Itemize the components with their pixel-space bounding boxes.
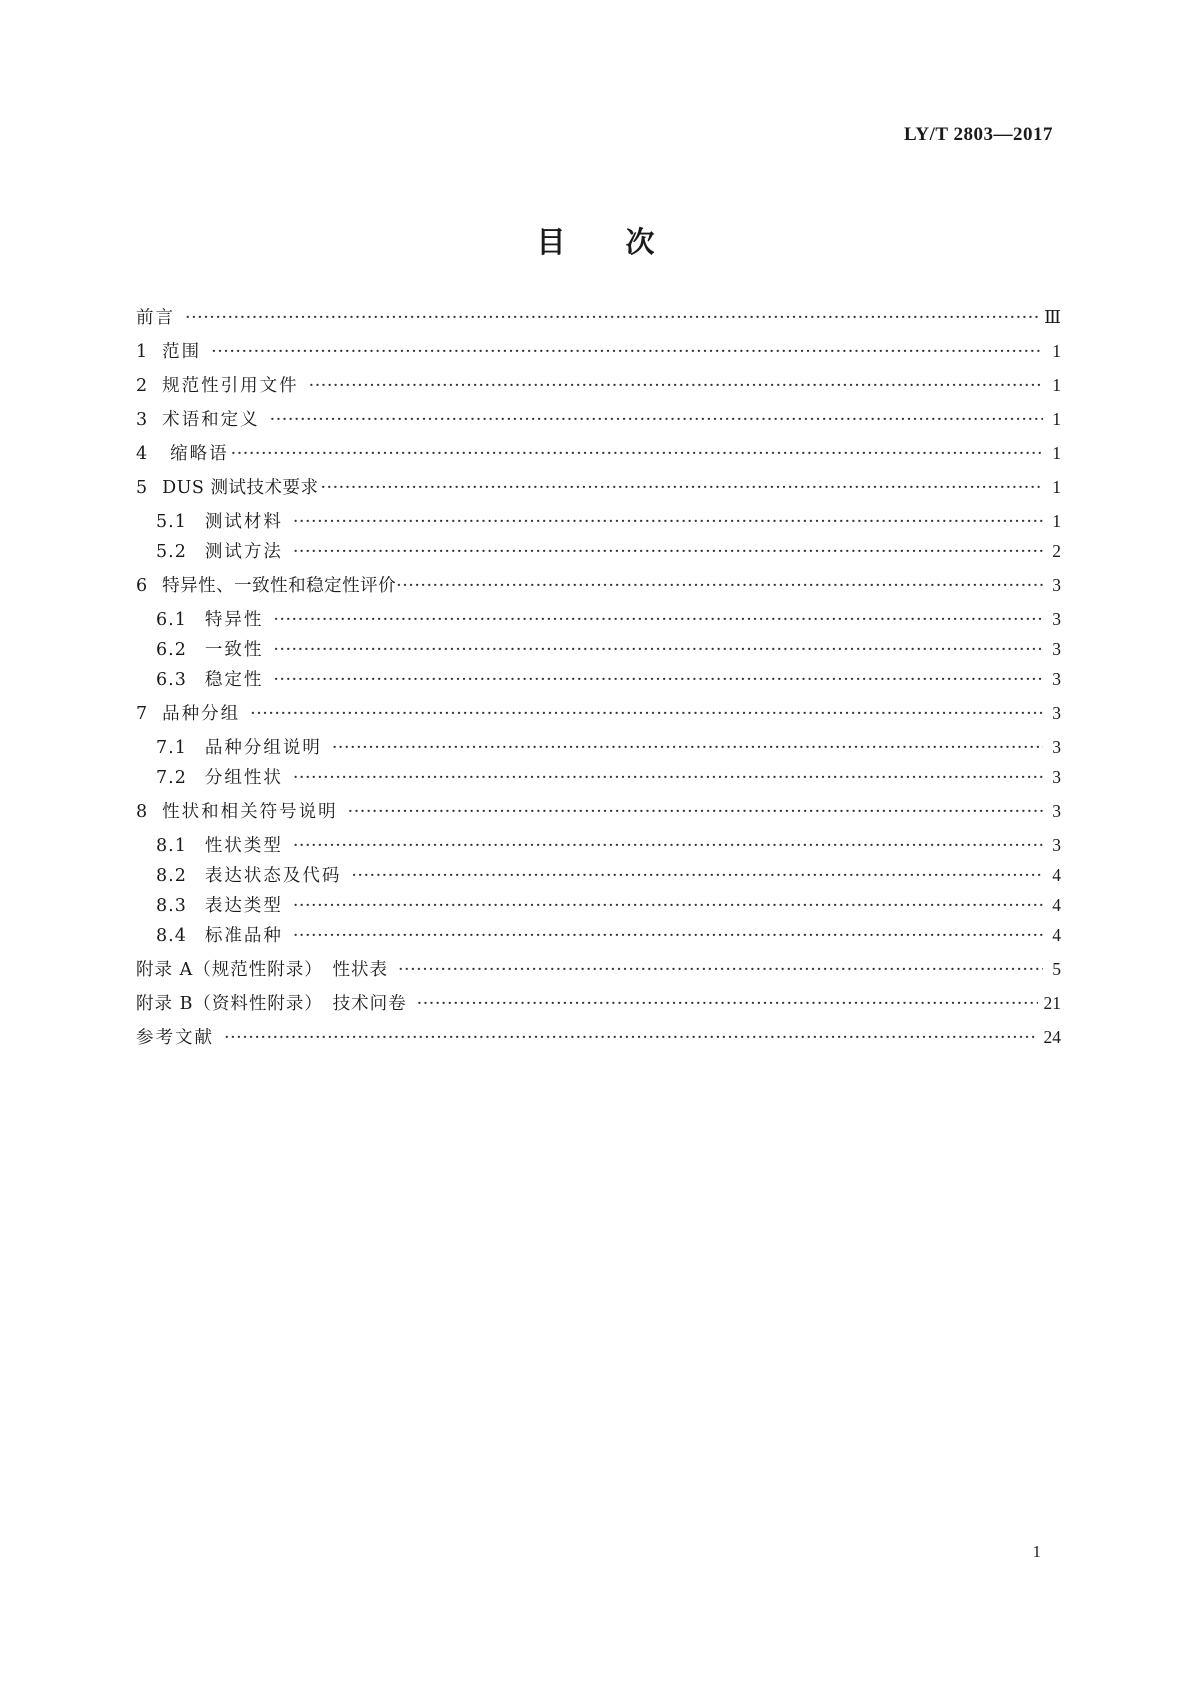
toc-entry-page: 2 <box>1052 541 1061 561</box>
toc-entry-page: 1 <box>1052 511 1061 531</box>
toc-entry-label: 性状和相关符号说明 <box>162 802 338 822</box>
toc-entry-annex-a[interactable] <box>136 958 1061 981</box>
toc-entry-6-1[interactable] <box>156 608 1061 631</box>
toc-entry-page: 4 <box>1052 865 1061 885</box>
toc-entry-number: 7.1 <box>156 738 187 758</box>
toc-leader-dots <box>293 835 1043 857</box>
standard-code: LY/T 2803—2017 <box>903 124 1053 145</box>
toc-leader-dots <box>211 341 1043 363</box>
toc-leader-dots <box>250 703 1043 725</box>
toc-entry-1[interactable] <box>136 340 1061 363</box>
toc-leader-dots <box>293 895 1043 917</box>
toc-entry-number: 8.2 <box>156 866 187 886</box>
toc-entry-number: 5.1 <box>156 512 187 532</box>
toc-leader-dots <box>273 639 1043 661</box>
toc-entry-label: 特异性 <box>204 610 264 630</box>
toc-entry-4[interactable] <box>136 442 1061 465</box>
toc-entry-5-2[interactable] <box>156 540 1061 563</box>
toc-entry-label: 规范性引用文件 <box>162 376 299 396</box>
toc-leader-dots <box>320 477 1043 499</box>
toc-entry-page: 3 <box>1052 767 1061 787</box>
toc-leader-dots <box>231 443 1043 465</box>
toc-entry-page: 24 <box>1043 1027 1061 1047</box>
toc-entry-label: 缩略语 <box>170 444 229 464</box>
toc-entry-page: 3 <box>1052 801 1061 821</box>
toc-entry-label: 稳定性 <box>204 670 264 690</box>
toc-leader-dots <box>398 959 1043 981</box>
toc-entry-2[interactable] <box>136 374 1061 397</box>
toc-entry-label: 性状类型 <box>204 836 283 856</box>
toc-entry-8-2[interactable] <box>156 864 1061 887</box>
toc-entry-label: 标准品种 <box>204 926 283 946</box>
toc-leader-dots <box>396 575 1043 597</box>
toc-entry-label: 表达类型 <box>204 896 283 916</box>
toc-entry-page: 1 <box>1052 443 1061 463</box>
toc-entry-8-4[interactable] <box>156 924 1061 947</box>
toc-entry-number: 6.1 <box>156 610 187 630</box>
toc-entry-number: 8.3 <box>156 896 187 916</box>
toc-entry-label: 特异性、一致性和稳定性评价 <box>162 576 397 596</box>
toc-entry-page: 3 <box>1052 575 1061 595</box>
toc-entry-label: 表达状态及代码 <box>204 866 342 886</box>
toc-leader-dots <box>185 307 1038 329</box>
toc-entry-number: 1 <box>136 342 149 362</box>
page-title-char-2: 次 <box>625 225 655 259</box>
toc-entry-6[interactable] <box>136 574 1061 597</box>
toc-entry-page: 4 <box>1052 895 1061 915</box>
toc-leader-dots <box>293 925 1043 947</box>
toc-entry-8[interactable] <box>136 800 1061 823</box>
toc-entry-page: 4 <box>1052 925 1061 945</box>
toc-entry-foreword[interactable] <box>136 306 1061 329</box>
toc-entry-label: 分组性状 <box>204 768 283 788</box>
toc-entry-8-3[interactable] <box>156 894 1061 917</box>
toc-leader-dots <box>348 801 1043 823</box>
toc-leader-dots <box>293 767 1043 789</box>
toc-leader-dots <box>224 1027 1038 1049</box>
toc-entry-number: 8 <box>136 802 149 822</box>
toc-entry-page: Ⅲ <box>1044 307 1061 327</box>
page-number: 1 <box>1032 1542 1041 1561</box>
toc-entry-label: 测试方法 <box>204 542 283 562</box>
toc-entry-page: 3 <box>1052 737 1061 757</box>
toc-entry-label: 一致性 <box>204 640 264 660</box>
toc-entry-page: 5 <box>1052 959 1061 979</box>
toc-entry-page: 1 <box>1052 375 1061 395</box>
toc-entry-label: 附录 B（资料性附录） 技术问卷 <box>136 994 407 1014</box>
toc-entry-label: 品种分组说明 <box>204 738 322 758</box>
page-title <box>0 225 1191 259</box>
toc-entry-label: DUS 测试技术要求 <box>162 478 319 498</box>
toc-leader-dots <box>351 865 1043 887</box>
toc-entry-number: 6.3 <box>156 670 187 690</box>
toc-entry-page: 3 <box>1052 835 1061 855</box>
toc-leader-dots <box>293 511 1043 533</box>
toc-entry-bibliography[interactable] <box>136 1026 1061 1049</box>
toc-entry-7-1[interactable] <box>156 736 1061 759</box>
toc-entry-page: 3 <box>1052 703 1061 723</box>
toc-entry-8-1[interactable] <box>156 834 1061 857</box>
toc-entry-number: 7 <box>136 704 149 724</box>
toc-leader-dots <box>417 993 1038 1015</box>
toc-entry-3[interactable] <box>136 408 1061 431</box>
toc-leader-dots <box>332 737 1043 759</box>
toc-entry-number: 7.2 <box>156 768 187 788</box>
toc-entry-5[interactable] <box>136 476 1061 499</box>
toc-entry-label: 品种分组 <box>162 704 241 724</box>
toc-entry-page: 3 <box>1052 639 1061 659</box>
toc-entry-label: 前言 <box>136 308 175 328</box>
toc-entry-number: 5.2 <box>156 542 187 562</box>
toc-entry-label: 参考文献 <box>136 1028 214 1048</box>
toc-entry-page: 1 <box>1052 341 1061 361</box>
toc-leader-dots <box>273 669 1043 691</box>
toc-entry-number: 6 <box>136 576 149 596</box>
toc-entry-page: 1 <box>1052 477 1061 497</box>
toc-entry-label: 术语和定义 <box>162 410 260 430</box>
toc-entry-7-2[interactable] <box>156 766 1061 789</box>
toc-entry-label: 测试材料 <box>204 512 283 532</box>
toc-entry-number: 3 <box>136 410 149 430</box>
toc-entry-6-3[interactable] <box>156 668 1061 691</box>
toc-leader-dots <box>273 609 1043 631</box>
toc-entry-7[interactable] <box>136 702 1061 725</box>
toc-entry-number: 8.1 <box>156 836 187 856</box>
toc-entry-number: 2 <box>136 376 149 396</box>
toc-entry-5-1[interactable] <box>156 510 1061 533</box>
toc-leader-dots <box>309 375 1043 397</box>
toc-entry-number: 5 <box>136 478 149 498</box>
toc-leader-dots <box>293 541 1043 563</box>
toc-entry-page: 1 <box>1052 409 1061 429</box>
page-title-char-1: 目 <box>536 225 566 259</box>
toc-entry-number: 6.2 <box>156 640 187 660</box>
toc-entry-page: 3 <box>1052 609 1061 629</box>
toc-entry-number: 4 <box>136 444 149 464</box>
toc-leader-dots <box>270 409 1043 431</box>
toc-entry-label: 附录 A（规范性附录） 性状表 <box>136 960 388 980</box>
toc-entry-number: 8.4 <box>156 926 187 946</box>
toc-entry-label: 范围 <box>162 342 202 362</box>
toc-entry-page: 21 <box>1043 993 1061 1013</box>
toc-entry-page: 3 <box>1052 669 1061 689</box>
toc-entry-6-2[interactable] <box>156 638 1061 661</box>
toc-entry-annex-b[interactable] <box>136 992 1061 1015</box>
